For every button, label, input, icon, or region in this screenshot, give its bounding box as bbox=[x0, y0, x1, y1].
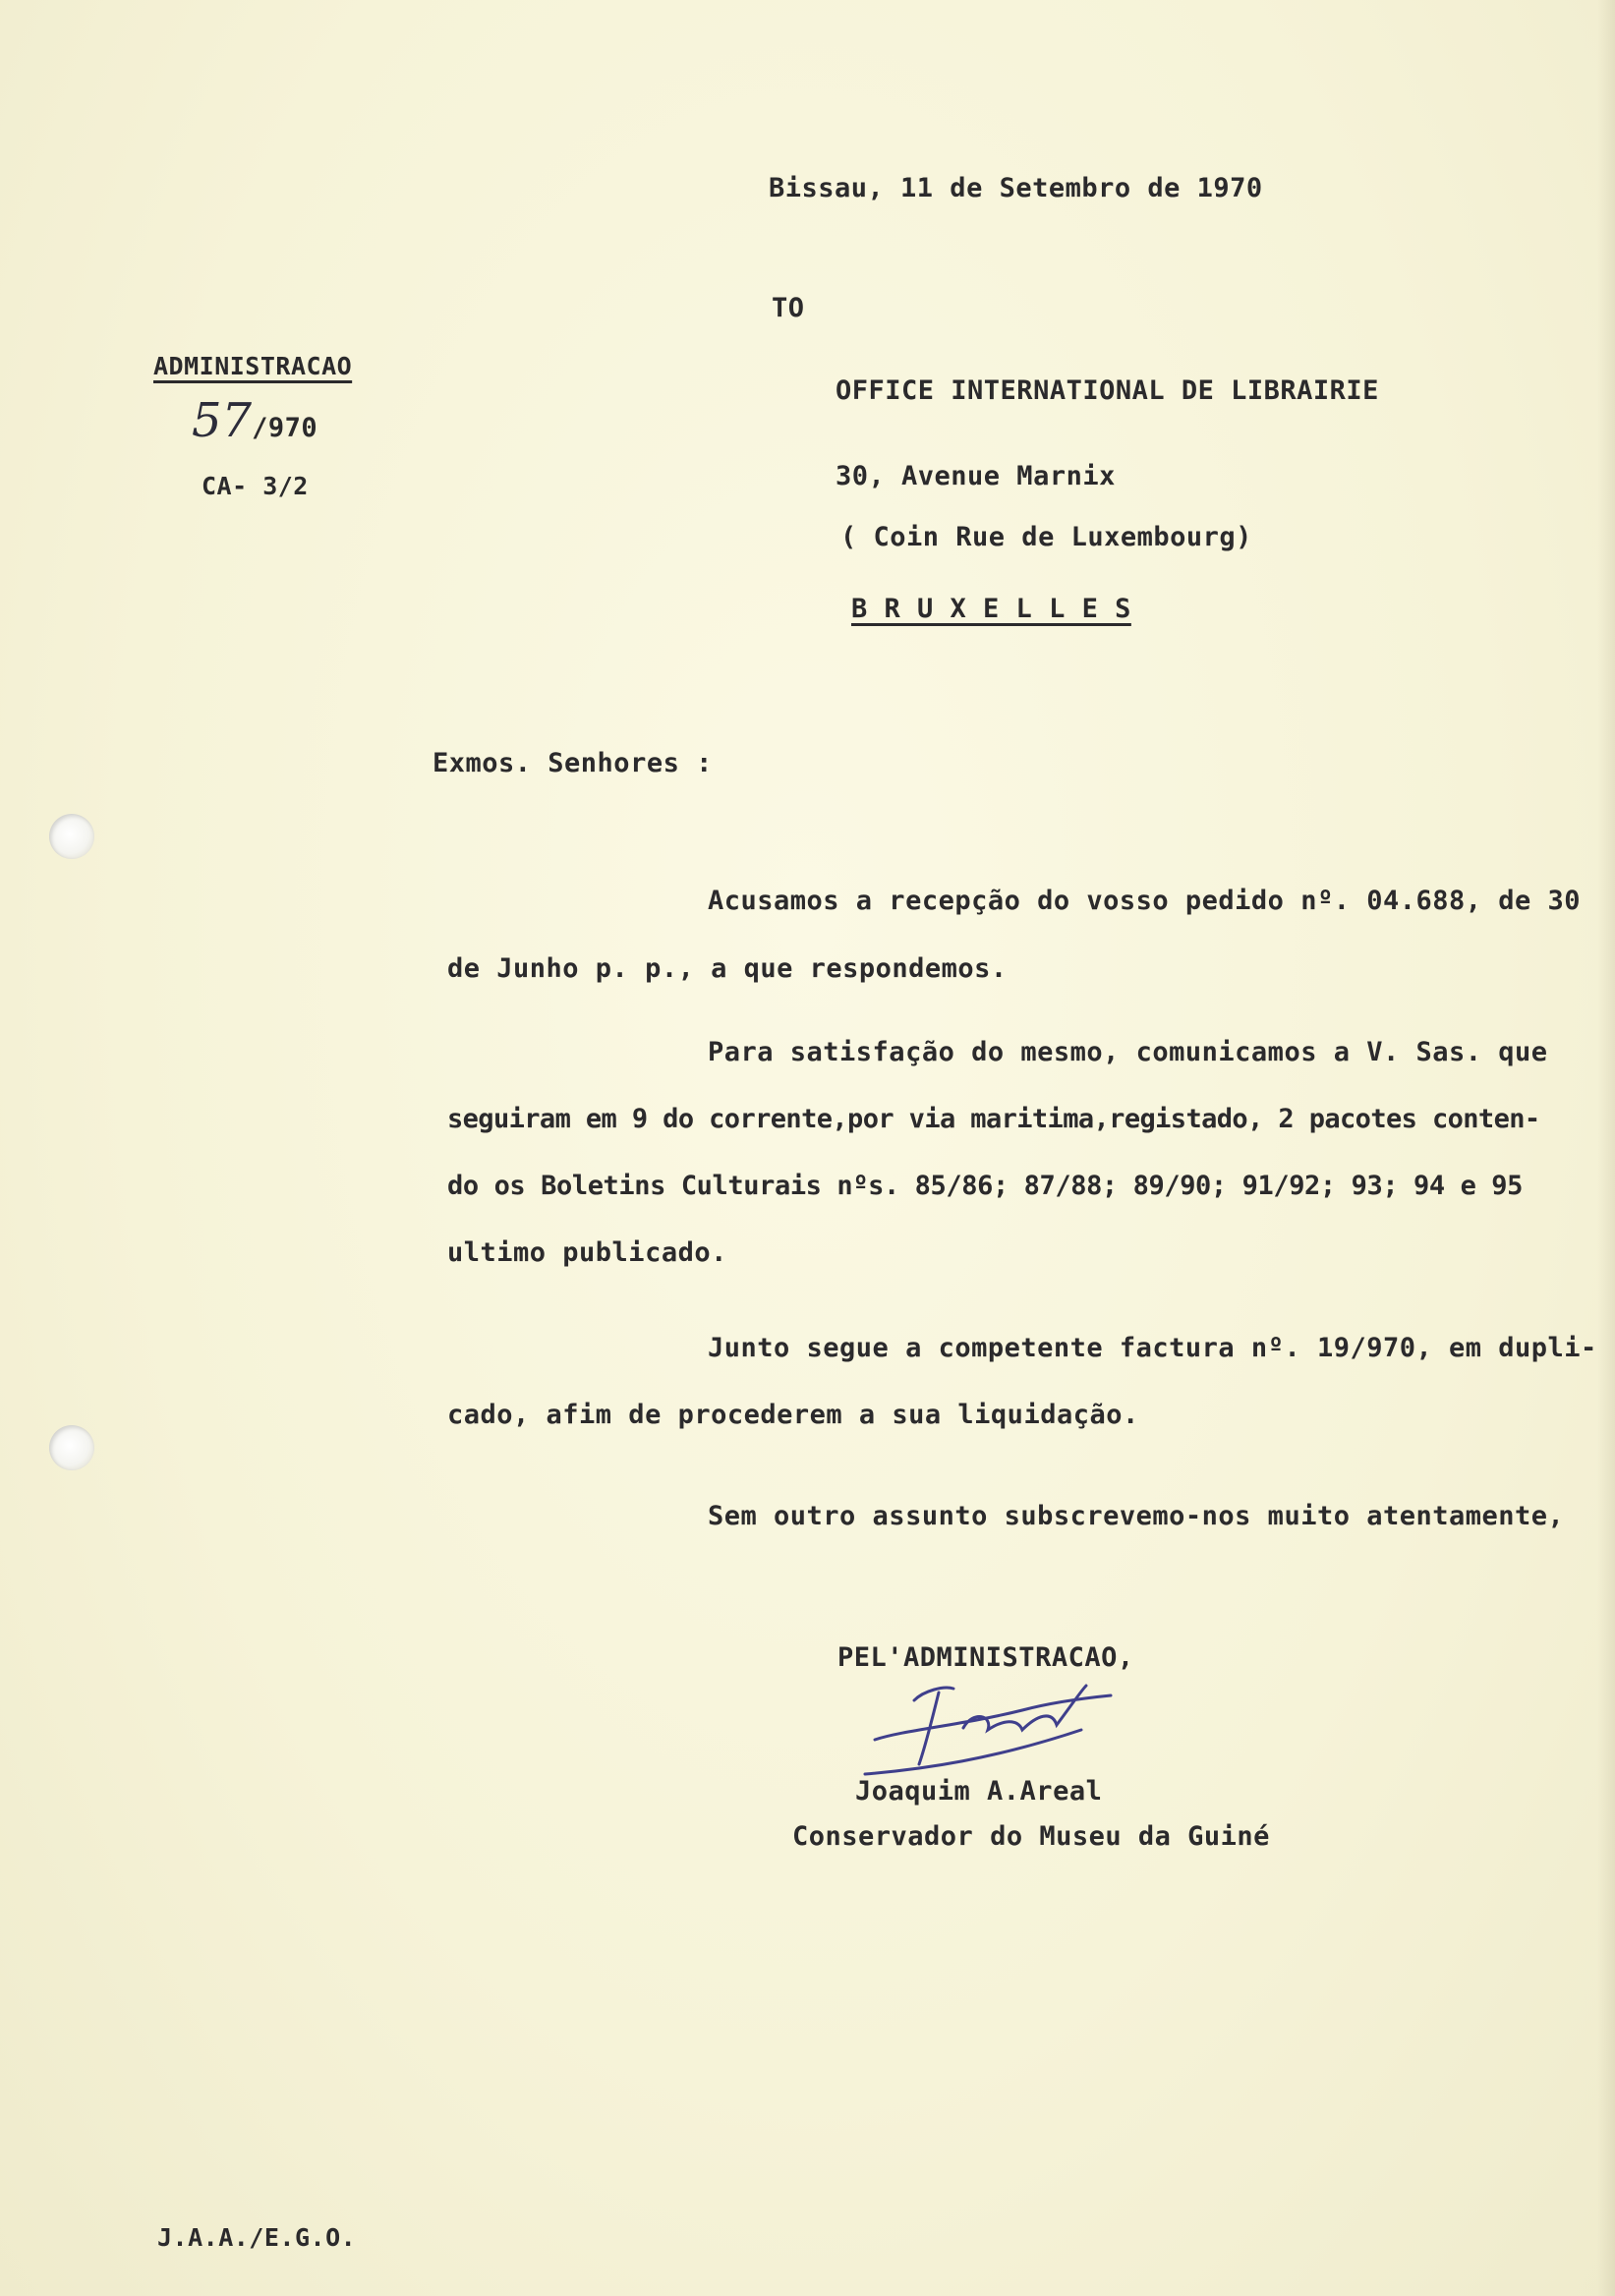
reference-number-suffix: /970 bbox=[252, 413, 318, 443]
recipient-corner: ( Coin Rue de Luxembourg) bbox=[840, 522, 1252, 552]
paragraph-2-line-2: seguiram em 9 do corrente,por via maritima,registado, 2 pacotes conten- bbox=[447, 1104, 1540, 1134]
recipient-city: B R U X E L L E S bbox=[851, 594, 1131, 624]
on-behalf-line: PEL'ADMINISTRACAO, bbox=[837, 1642, 1134, 1673]
signatory-title: Conservador do Museu da Guiné bbox=[792, 1821, 1270, 1852]
footer-initials: J.A.A./E.G.O. bbox=[157, 2223, 357, 2252]
punch-hole-top bbox=[49, 814, 94, 859]
paragraph-2-line-3: do os Boletins Culturais nºs. 85/86; 87/88; 89/90; 91/92; 93; 94 e 95 bbox=[447, 1171, 1524, 1201]
signatory-name: Joaquim A.Areal bbox=[855, 1776, 1103, 1807]
reference-code: CA- 3/2 bbox=[202, 472, 309, 500]
to-label: TO bbox=[772, 293, 805, 323]
paragraph-3-line-1: Junto segue a competente factura nº. 19/970, em dupli- bbox=[708, 1333, 1597, 1363]
paragraph-2-line-1: Para satisfação do mesmo, comunicamos a V. Sas. que bbox=[708, 1037, 1548, 1067]
signature-mark bbox=[845, 1671, 1140, 1789]
paragraph-3-line-2: cado, afim de procederem a sua liquidação. bbox=[447, 1400, 1139, 1430]
paragraph-2-line-4: ultimo publicado. bbox=[447, 1237, 727, 1268]
paragraph-4-line-1: Sem outro assunto subscrevemo-nos muito atentamente, bbox=[708, 1501, 1565, 1531]
recipient-street: 30, Avenue Marnix bbox=[836, 461, 1116, 491]
salutation: Exmos. Senhores : bbox=[433, 748, 713, 778]
paragraph-1-line-2: de Junho p. p., a que respondemos. bbox=[447, 953, 1008, 984]
recipient-name: OFFICE INTERNATIONAL DE LIBRAIRIE bbox=[836, 375, 1379, 406]
reference-number bbox=[192, 393, 317, 448]
date-line: Bissau, 11 de Setembro de 1970 bbox=[769, 173, 1263, 203]
reference-department: ADMINISTRACAO bbox=[153, 352, 353, 380]
punch-hole-bottom bbox=[49, 1425, 94, 1470]
handwritten-number: 57 bbox=[192, 393, 253, 448]
paragraph-1-line-1: Acusamos a recepção do vosso pedido nº. 04.688, de 30 bbox=[708, 886, 1582, 916]
